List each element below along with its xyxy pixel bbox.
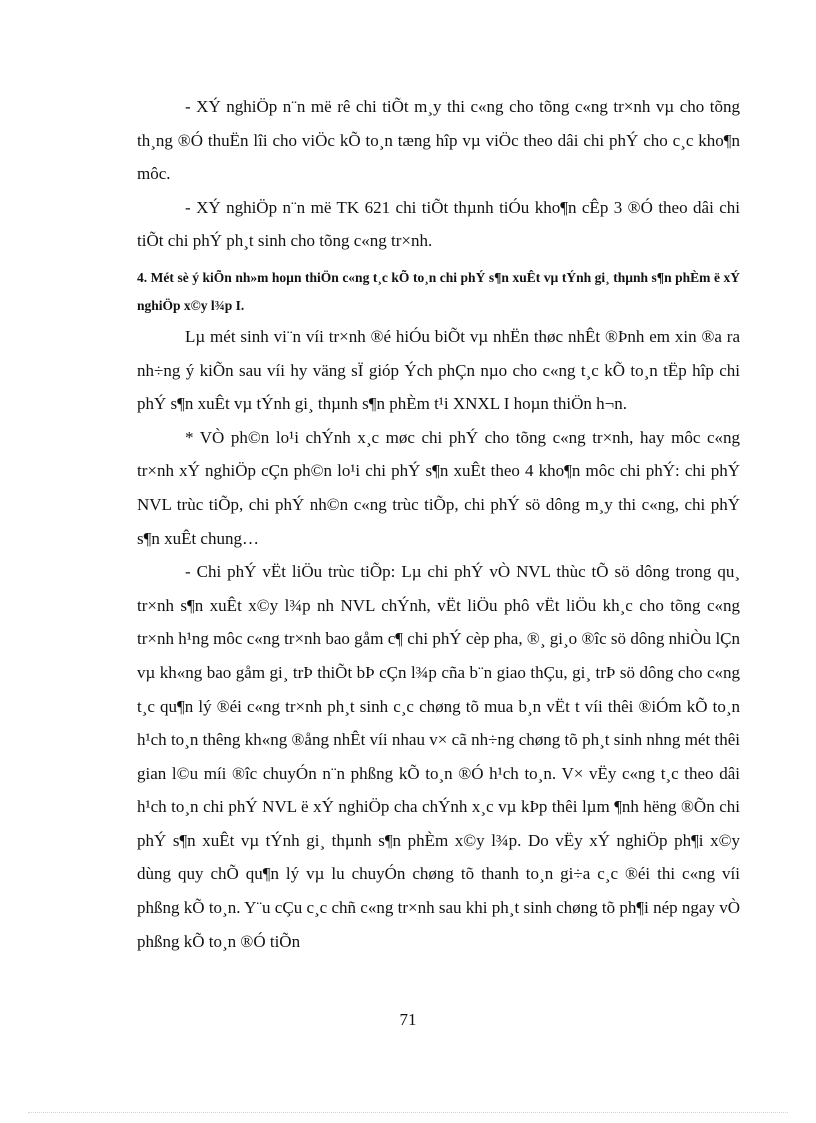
footer-divider: [28, 1112, 788, 1113]
paragraph-direct-materials: - Chi phÝ vËt liÖu trùc tiÕp: Lµ chi phÝ vÒ NVL thùc tÕ sö dông trong qu¸ tr×nh s¶n xuÊt x©y l¾p nh NVL chÝnh, vËt liÖu phô vËt liÖu kh¸c cho tõng c«ng tr×nh h¹ng môc c«ng tr×nh bao gåm c¶ chi phÝ cèp pha, ®¸ gi¸o ®îc sö dông nhiÒu lÇn vµ kh«ng bao gåm gi¸ trÞ thiÕt bÞ cÇn l¾p cña b¨n giao thÇu, gi¸ trÞ sö dông cho c«ng t¸c qu¶n lý ®éi c«ng tr×nh ph¸t sinh c¸c chøng tõ mua b¸n vËt t víi thêi ®iÓm kÕ to¸n h¹ch to¸n thêng kh«ng ®ång nhÊt víi nhau v× cã nh÷ng chøng tõ ph¸t sinh nhng mét thêi gian l©u míi ®îc chuyÓn n¨n phßng kÕ to¸n ®Ó h¹ch to¸n. V× vËy c«ng t¸c theo dâi h¹ch to¸n chi phÝ NVL ë xÝ nghiÖp cha chÝnh x¸c vµ kÞp thêi lµm ¶nh hëng ®Õn chi phÝ s¶n xuÊt vµ tÝnh gi¸ thµnh s¶n phÈm x©y l¾p. Do vËy xÝ nghiÖp ph¶i x©y dùng quy chÕ qu¶n lý vµ lu chuyÓn chøng tõ thanh to¸n gi÷a c¸c ®éi thi c«ng víi phßng kÕ to¸n. Y¨u cÇu c¸c chñ c«ng tr×nh sau khi ph¸t sinh chøng tõ ph¶i nép ngay vÒ phßng kÕ to¸n ®Ó tiÕn: [137, 562, 740, 951]
page-number: 71: [399, 1010, 417, 1029]
paragraph-introduction: Lµ mét sinh vi¨n víi tr×nh ®é hiÓu biÕt vµ nhËn thøc nhÊt ®Þnh em xin ®a ra nh÷ng ý kiÕn sau víi hy väng sÏ gióp Ých phÇn nµo cho c«ng t¸c kÕ to¸n tËp hîp chi phÝ s¶n xuÊt vµ tÝnh gi¸ thµnh s¶n phÈm t¹i XNXL I hoµn thiÖn h¬n.: [137, 326, 740, 414]
page-body: [137, 90, 740, 958]
paragraph-detail-cost-tracking: - XÝ nghiÖp n¨n më rê chi tiÕt m¸y thi c«ng cho tõng c«ng tr×nh vµ cho tõng th¸ng ®Ó thuËn lîi cho viÖc kÕ to¸n tæng hîp vµ viÖc theo dâi chi phÝ cho c¸c kho¶n môc.: [137, 97, 740, 184]
paragraph-cost-classification: * VÒ ph©n lo¹i chÝnh x¸c møc chi phÝ cho tõng c«ng tr×nh, hay môc c«ng tr×nh xÝ nghiÖp cÇn ph©n lo¹i chi phÝ s¶n xuÊt theo 4 kho¶n môc chi phÝ: chi phÝ NVL trùc tiÕp, chi phÝ nh©n c«ng trùc tiÕp, chi phÝ sö dông m¸y thi c«ng, chi phÝ s¶n xuÊt chung…: [137, 427, 740, 548]
section-heading: 4. Mét sè ý kiÕn nh»m hoµn thiÖn c«ng t¸c kÕ to¸n chi phÝ s¶n xuÊt vµ tÝnh gi¸ thµnh s¶n phÈm ë xÝ nghiÖp x©y l¾p I.: [137, 269, 740, 313]
paragraph-account-621: - XÝ nghiÖp n¨n më TK 621 chi tiÕt thµnh tiÓu kho¶n cÊp 3 ®Ó theo dâi chi tiÕt chi phÝ ph¸t sinh cho tõng c«ng tr×nh.: [137, 197, 740, 251]
